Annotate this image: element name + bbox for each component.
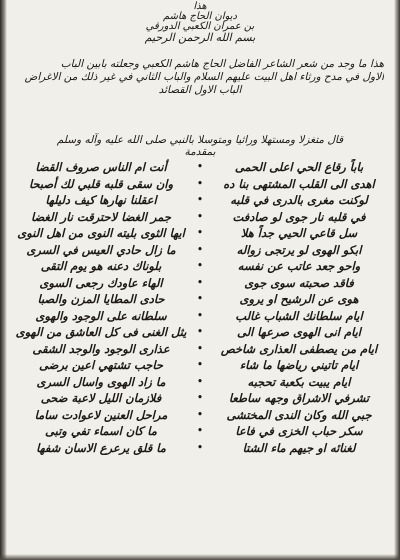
verse-second-hemistich: ما كان اسماء تفي وتبى (45, 424, 157, 439)
hemistich-separator: • (197, 244, 203, 255)
verse-first-hemistich: في قلبه نار جوى لو صادفت (232, 209, 366, 224)
hemistich-separator: • (197, 310, 203, 321)
verse-second-hemistich: فلازمان الليل لاعبة ضحى (40, 391, 162, 406)
header-line: هذا (193, 1, 207, 12)
verse-second-hemistich: الهاء عاودك رجعى السوى (39, 275, 163, 290)
verse-second-hemistich: ايها الثوى بليته النوى من اهل النوى (17, 226, 185, 241)
verse-first-hemistich: باباً رقاع الحي اعلى الحمى (234, 160, 364, 175)
verse-row (10, 159, 390, 176)
verse-row (10, 242, 390, 259)
verse-first-hemistich: ايام من يصطفى العذارى شاخص (220, 341, 378, 356)
verse-second-hemistich: أنت ام الناس صروف القضا (35, 160, 167, 175)
verse-second-hemistich: ما زاد الهوى واسال السرى (36, 374, 166, 389)
verse-first-hemistich: جبي الله وكان الندى المختشى (226, 407, 372, 422)
verse-row (10, 225, 390, 242)
verse-row (10, 308, 390, 325)
verse-row (10, 374, 390, 391)
page-edge-shadow-right (394, 0, 400, 560)
poem-introduction-line: قال متغزلا ومستهلا وراثيا ومتوسلا بالنبي صلى الله عليه وآله وسلم (56, 134, 344, 146)
hemistich-separator: • (197, 178, 203, 189)
verse-first-hemistich: ايام يبيت بكعبة تحجبه (247, 374, 351, 389)
verse-second-hemistich: ما زال حادي العيس في السرى (26, 242, 176, 257)
verse-first-hemistich: لغنائه او جيهم ماء الشتا (242, 440, 356, 455)
hemistich-separator: • (197, 327, 203, 338)
header-line: بن عمران الكعبي الدورقي (145, 21, 255, 32)
hemistich-separator: • (197, 211, 203, 222)
verse-row (10, 291, 390, 308)
verse-row (10, 357, 390, 374)
verse-first-hemistich: تشرفي الاشراق وجهه ساطعا (228, 391, 370, 406)
verse-first-hemistich: لوكنت مغرى بالدرى في قلبه (230, 193, 368, 208)
verse-first-hemistich: ابكو الهوى لو يرتجى زواله (236, 242, 362, 257)
verse-first-hemistich: ايام انى الهوى صرعها الى (236, 325, 362, 340)
verse-first-hemistich: هوى عن الرشيح او يروى (239, 292, 359, 307)
hemistich-separator: • (197, 343, 203, 354)
hemistich-separator: • (197, 228, 203, 239)
hemistich-separator: • (197, 261, 203, 272)
verse-second-hemistich: ما قلق يرعرع الاسان شفها (36, 440, 166, 455)
poem-verses (10, 159, 390, 555)
hemistich-separator: • (197, 376, 203, 387)
verse-second-hemistich: حادى المطايا المزن والصبا (37, 292, 165, 307)
hemistich-separator: • (197, 360, 203, 371)
verse-row (10, 407, 390, 424)
basmala: بسم الله الرحمن الرحيم (144, 31, 256, 44)
verse-row (10, 341, 390, 358)
verse-second-hemistich: بلوناك دعنه هو يوم التقى (40, 259, 162, 274)
verse-row (10, 209, 390, 226)
hemistich-separator: • (197, 294, 203, 305)
verse-second-hemistich: جمر الغضا لاحترقت نار الغضا (30, 209, 172, 224)
hemistich-separator: • (197, 195, 203, 206)
verse-row (10, 390, 390, 407)
hemistich-separator: • (197, 277, 203, 288)
verse-first-hemistich: سل قاعي الحيي جداً هلا (240, 226, 358, 241)
verse-second-hemistich: وان سقى قلبه قلبي لك أصبحا (28, 176, 174, 191)
verse-first-hemistich: ايام تاتيني رياضها ما شاء (239, 358, 359, 373)
page-edge-shadow-left (0, 0, 7, 560)
hemistich-separator: • (197, 426, 203, 437)
verse-first-hemistich: فاقد صحبته سوى جوى (244, 275, 354, 290)
poem-introduction-line: بمقدمة (184, 146, 216, 158)
intro-line: الاول في مدح ورثاء اهل البيت عليهم السلام والباب الثاني في غير ذلك من الاغراض (24, 71, 384, 83)
hemistich-separator: • (197, 409, 203, 420)
verse-row (10, 440, 390, 457)
verse-second-hemistich: اعقلنا نهارها كيف دليلها (45, 193, 157, 208)
page-header (20, 2, 380, 44)
hemistich-separator: • (197, 442, 203, 453)
verse-row (10, 423, 390, 440)
verse-second-hemistich: عذارى الوجود والوجد الشقى (32, 341, 170, 356)
intro-line: هذا ما وجد من شعر الشاعر الفاضل الحاج هاشم الكعبي وجعلته بابين الباب (60, 58, 384, 70)
verse-row (10, 258, 390, 275)
verse-second-hemistich: مراحل العنين لاعوادت ساما (34, 407, 168, 422)
verse-second-hemistich: سلطانه على الوجود والهوى (35, 308, 167, 323)
intro-paragraph (16, 58, 384, 97)
verse-first-hemistich: اهدى الى القلب المشتهى بنا ده (223, 176, 375, 191)
verse-row (10, 324, 390, 341)
verse-second-hemistich: حاجب تشتهي اعين برضى (38, 358, 164, 373)
verse-row (10, 275, 390, 292)
poem-introduction (30, 134, 370, 158)
verse-first-hemistich: ايام سلطانك الشباب غالب (235, 308, 363, 323)
verse-first-hemistich: واحو جعد عاتب عن نفسه (237, 259, 361, 274)
verse-second-hemistich: يثل الغنى فى كل العاشق من الهوى (15, 325, 187, 340)
verse-first-hemistich: سكر حباب الخزى في فاعا (235, 424, 363, 439)
verse-row (10, 192, 390, 209)
header-line: ديوان الحاج هاشم (162, 11, 238, 22)
hemistich-separator: • (197, 393, 203, 404)
verse-row (10, 176, 390, 193)
hemistich-separator: • (197, 162, 203, 173)
intro-line: الباب الاول القصائد (158, 84, 242, 96)
